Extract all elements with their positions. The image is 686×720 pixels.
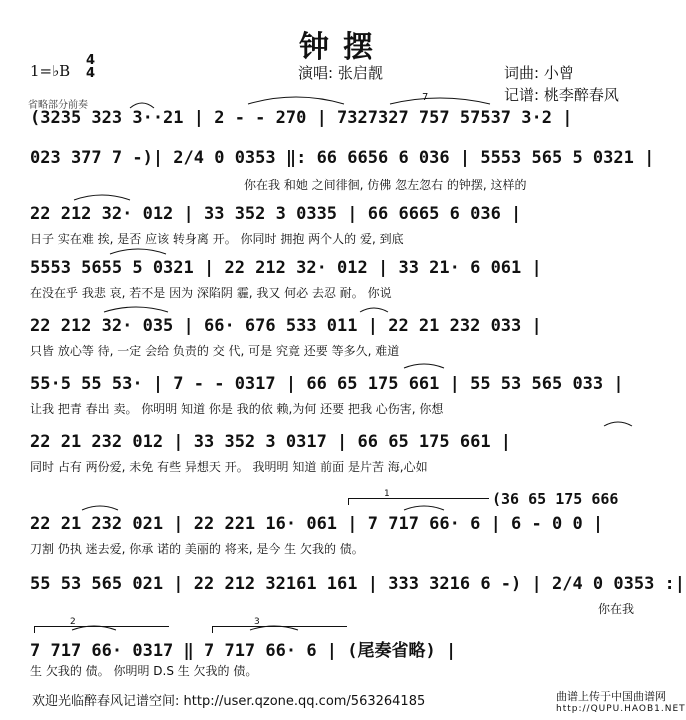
key-signature: 1=♭B	[30, 62, 71, 80]
footer-link-text: 欢迎光临醉春风记谱空间: http://user.qzone.qq.com/563264185	[32, 694, 426, 709]
tuplet-number: 7	[422, 92, 429, 103]
score-row-6: 55·5 55 53· | 7 - - 0317 | 66 65 175 661 | 55 53 565 033 |	[30, 374, 624, 394]
meter-top: 4	[86, 53, 96, 68]
lyric-row-9: 你在我	[598, 602, 635, 616]
watermark-line-1: 曲谱上传于中国曲谱网	[556, 690, 666, 703]
lyric-row-5: 只皆 放心等 待, 一定 会给 负责的 交 代, 可是 究竟 还要 等多久, 难道	[30, 344, 400, 358]
score-row-10: 7 717 66· 0317 ‖ 7 717 66· 6 | (尾奏省略) |	[30, 641, 457, 661]
slur	[130, 103, 154, 108]
meter-bottom: 4	[86, 66, 96, 81]
slur	[248, 97, 344, 104]
slur	[82, 506, 118, 510]
lyric-row-10: 生 欠我的 债。 你明明 D.S 生 欠我的 债。	[30, 664, 258, 678]
score-row-7: 22 21 232 012 | 33 352 3 0317 | 66 65 175 661 |	[30, 432, 512, 452]
volta-number-2: 2	[70, 617, 76, 627]
transcriber-credit: 记谱: 桃李醉春风	[504, 86, 619, 104]
lyric-row-7: 同时 占有 两份爱, 未免 有些 异想天 开。 我明明 知道 前面 是片苦 海,心如	[30, 460, 428, 474]
slur	[72, 626, 116, 630]
slur	[604, 422, 632, 426]
slur	[110, 249, 166, 254]
score-row-3: 22 212 32· 012 | 33 352 3 0335 | 66 6665 6 036 |	[30, 204, 522, 224]
slur	[104, 307, 168, 312]
composer-credit: 词曲: 小曾	[504, 64, 574, 82]
slur	[404, 506, 444, 510]
lyric-row-2: 你在我 和她 之间徘徊, 仿佛 忽左忽右 的钟摆, 这样的	[244, 178, 527, 192]
volta-number-1: 1	[384, 489, 390, 499]
score-row-8: 22 21 232 021 | 22 221 16· 061 | 7 717 66· 6 | 6 - 0 0 |	[30, 514, 604, 534]
watermark-line-2: http://QUPU.HAOB1.NET	[556, 704, 686, 714]
slur	[360, 308, 388, 312]
slur	[250, 626, 298, 630]
slur	[390, 98, 490, 104]
lyric-row-8: 刀割 仍执 迷去爱, 你承 诺的 美丽的 将来, 是今 生 欠我的 债。	[30, 542, 364, 556]
slur	[404, 364, 444, 368]
slur	[74, 195, 130, 200]
page-title: 钟摆	[299, 30, 387, 65]
lyric-row-3: 日子 实在难 挨, 是否 应该 转身离 开。 你同时 拥抱 两个人的 爱, 到底	[30, 232, 404, 246]
score-row-9: 55 53 565 021 | 22 212 32161 161 | 333 3216 6 -) | 2/4 0 0353 :|	[30, 574, 686, 594]
volta-number-3: 3	[254, 617, 260, 627]
lyric-row-6: 让我 把青 春出 卖。 你明明 知道 你是 我的依 赖,为何 还要 把我 心伤害, 你想	[30, 402, 444, 416]
score-row-1: (3235 323 3··21 | 2 - - 270 | 7327327 757 57537 3·2 |	[30, 108, 573, 128]
score-row-4: 5553 5655 5 0321 | 22 212 32· 012 | 33 21· 6 061 |	[30, 258, 542, 278]
lyric-row-4: 在没在乎 我悲 哀, 若不是 因为 深陷阴 霾, 我又 何必 去忍 耐。 你说	[30, 286, 392, 300]
score-row-5: 22 212 32· 035 | 66· 676 533 011 | 22 21 232 033 |	[30, 316, 542, 336]
interlude-phrase: (36 65 175 666	[492, 490, 619, 508]
intro-note: 省略部分前奏	[28, 100, 88, 111]
singer-credit: 演唱: 张启靓	[298, 64, 383, 82]
score-row-2: 023 377 7 -)| 2/4 0 0353 ‖: 66 6656 6 036 | 5553 565 5 0321 |	[30, 148, 655, 168]
